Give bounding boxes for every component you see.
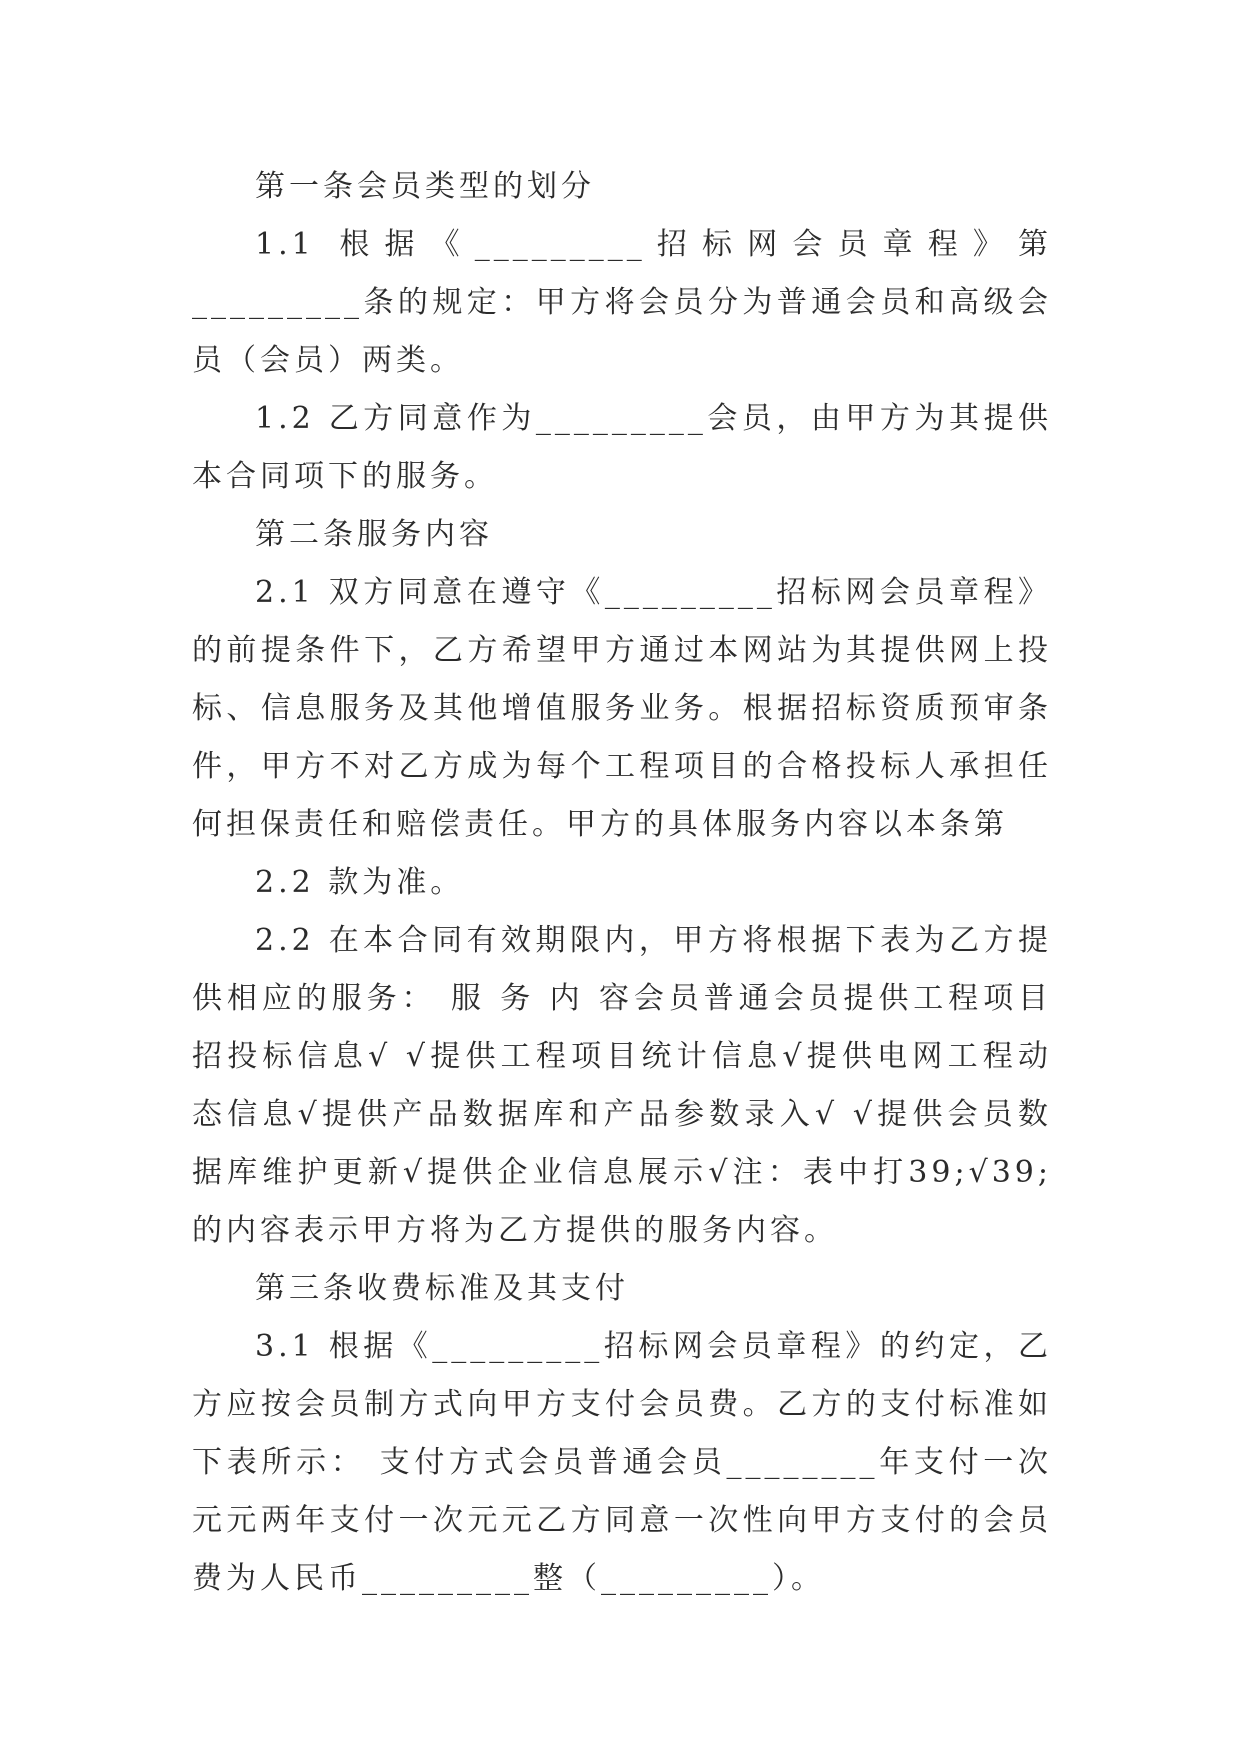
clause-2-2: 2.2 在本合同有效期限内，甲方将根据下表为乙方提供相应的服务： 服 务 内 容会员普通会员提供工程项目招投标信息√ √提供工程项目统计信息√提供电网工程动态信息√提供产品数据库和产品参数录入√ √提供会员数据库维护更新√提供企业信息展示√注：表中打39;√39;的内容表示甲方将为乙方提供的服务内容。 bbox=[192, 923, 1052, 1248]
clause-1-1: 1.1 根据《_________招标网会员章程》第_________条的规定：甲方将会员分为普通会员和高级会员（会员）两类。 bbox=[192, 227, 1052, 378]
clause-2-2-reference: 2.2 款为准。 bbox=[255, 865, 465, 900]
clause-2-1: 2.1 双方同意在遵守《_________招标网会员章程》的前提条件下，乙方希望甲方通过本网站为其提供网上投标、信息服务及其他增值服务业务。根据招标资质预审条件，甲方不对乙方成为每个工程项目的合格投标人承担任何担保责任和赔偿责任。甲方的具体服务内容以本条第 bbox=[192, 575, 1052, 842]
section-heading-1: 第一条会员类型的划分 bbox=[255, 169, 595, 204]
clause-3-1: 3.1 根据《_________招标网会员章程》的约定，乙方应按会员制方式向甲方支付会员费。乙方的支付标准如下表所示： 支付方式会员普通会员________年支付一次元元两年支付一次元元乙方同意一次性向甲方支付的会员费为人民币_________整（_________）。 bbox=[192, 1329, 1052, 1596]
document-body bbox=[192, 158, 1052, 1608]
clause-1-2: 1.2 乙方同意作为_________会员，由甲方为其提供本合同项下的服务。 bbox=[192, 401, 1052, 494]
section-heading-2: 第二条服务内容 bbox=[255, 517, 493, 552]
section-heading-3: 第三条收费标准及其支付 bbox=[255, 1271, 629, 1306]
